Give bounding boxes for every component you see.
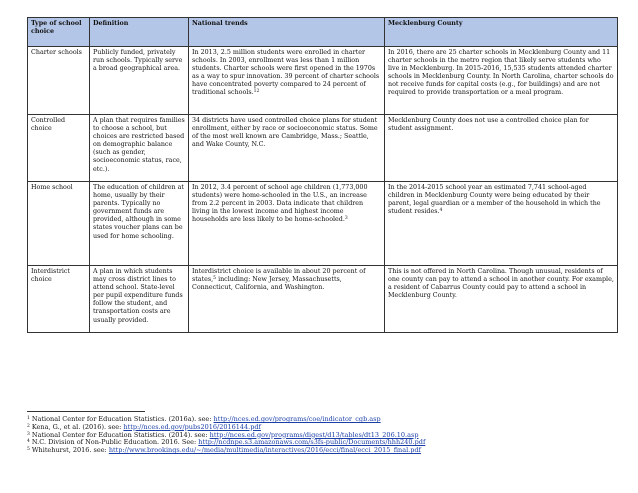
- footnote-ref[interactable]: 4: [439, 208, 443, 214]
- cell-type: Charter schools: [28, 47, 90, 115]
- cell-definition: Publicly funded, privately run schools. Typically serve a broad geographical area.: [90, 47, 189, 115]
- footnote-text: Kena, G., et al. (2016). see:: [31, 422, 124, 431]
- cell-mecklenburg: Mecklenburg County does not use a controlled choice plan for student assignment.: [385, 115, 618, 182]
- footnote: [27, 447, 627, 455]
- footnote-number: 3: [27, 431, 30, 437]
- header-definition: Definition: [90, 18, 189, 47]
- school-choice-table: [27, 17, 618, 333]
- national-text: Interdistrict choice is available in about 20 percent of states,: [192, 268, 366, 284]
- footnote-link[interactable]: http://nces.ed.gov/pubs2016/2016144.pdf: [123, 422, 261, 431]
- table-header-row: [28, 18, 618, 47]
- cell-national-trends: [189, 266, 385, 333]
- footnote-number: 2: [27, 423, 30, 429]
- footnote-link[interactable]: http://nces.ed.gov/programs/digest/d13/tables/dt13_206.10.asp: [209, 430, 419, 439]
- national-text: In 2013, 2.5 million students were enrolled in charter schools. In 2003, enrollment was less than 1 million students. Charter schools were first opened in the 1970s as a way to spur innovation. 39 percent of charter schools have concentrated poverty compared to 24 percent of traditional schools.: [192, 49, 380, 97]
- cell-national-trends: [189, 47, 385, 115]
- table-row-charter-schools: [28, 47, 618, 115]
- cell-mecklenburg: This is not offered in North Carolina. Though unusual, residents of one county can pay to attend a school in another county. For example, a resident of Cabarrus County could pay to attend a school in Mecklenburg County.: [385, 266, 618, 333]
- header-type: Type of school choice: [28, 18, 90, 47]
- footnote-link[interactable]: http://www.brookings.edu/~/media/multimedia/interactives/2016/ecci/final/ecci_2015_final.pdf: [108, 446, 421, 455]
- cell-type: Home school: [28, 182, 90, 266]
- cell-definition: A plan that requires families to choose a school, but choices are restricted based on demographic balance (such as gender, socioeconomic status, race, etc.).: [90, 115, 189, 182]
- footnote-text: Whitehurst, 2016. see:: [31, 446, 109, 455]
- footnote-number: 5: [27, 447, 30, 453]
- table-row-home-school: [28, 182, 618, 266]
- cell-mecklenburg: In 2016, there are 25 charter schools in Mecklenburg County and 11 charter schools in the metro region that likely serve students who live in Mecklenburg. In 2015-2016, 15,535 students attended charter schools in Mecklenburg County. In North Carolina, charter schools do not receive funds for capital costs (e.g., for buildings) and are not required to provide transportation or a meal program.: [385, 47, 618, 115]
- footnote-text: National Center for Education Statistics. (2014). see:: [31, 430, 210, 439]
- cell-national-trends: [189, 182, 385, 266]
- table-row-interdistrict-choice: [28, 266, 618, 333]
- table-row-controlled-choice: [28, 115, 618, 182]
- header-mecklenburg-county: Mecklenburg County: [385, 18, 618, 47]
- cell-national-trends: 34 districts have used controlled choice plans for student enrollment, either by race or socioeconomic status. Some of the most well known are Cambridge, Mass.; Seattle, and Wake County, N.C.: [189, 115, 385, 182]
- cell-definition: The education of children at home, usually by their parents. Typically no government funds are provided, although in some states voucher plans can be used for home schooling.: [90, 182, 189, 266]
- footnote-ref[interactable]: 5: [213, 276, 217, 282]
- footnote-number: 1: [27, 416, 30, 421]
- cell-type: Controlled choice: [28, 115, 90, 182]
- footnote-divider: [27, 411, 145, 412]
- header-national-trends: National trends: [189, 18, 385, 47]
- national-text-cont: including: New Jersey, Massachusetts, Connecticut, California, and Washington.: [192, 276, 342, 292]
- footnote-link[interactable]: http://ncdnpe.s3.amazonaws.com/s3fs-public/Documents/hhh240.pdf: [198, 438, 426, 447]
- cell-definition: A plan in which students may cross district lines to attend school. State-level per pupil expenditure funds follow the student, and transportation costs are usually provided.: [90, 266, 189, 333]
- cell-type: Interdistrict choice: [28, 266, 90, 333]
- footnote-ref[interactable]: 3: [344, 216, 348, 222]
- cell-mecklenburg: [385, 182, 618, 266]
- national-text: In 2012, 3.4 percent of school age children (1,773,000 students) were home-schooled in the U.S., an increase from 2.2 percent in 2003. Data indicate that children living in the lowest income and highest income households are less likely to be home-schooled.: [192, 184, 368, 224]
- footnote-number: 4: [27, 439, 30, 445]
- mecklenburg-text: In the 2014-2015 school year an estimated 7,741 school-aged children in Mecklenburg County were being educated by their parent, legal guardian or a member of the household in which the student resides.: [388, 184, 601, 216]
- footnotes: [27, 416, 627, 455]
- footnote-link[interactable]: http://nces.ed.gov/programs/coe/indicator_cgb.asp: [213, 415, 381, 423]
- footnote-ref[interactable]: 1: [253, 89, 257, 95]
- footnote-text: National Center for Education Statistics. (2016a). see:: [31, 415, 214, 423]
- footnote-text: N.C. Division of Non-Public Education. 2016. See:: [31, 438, 199, 447]
- footnote-ref[interactable]: 2: [256, 89, 260, 95]
